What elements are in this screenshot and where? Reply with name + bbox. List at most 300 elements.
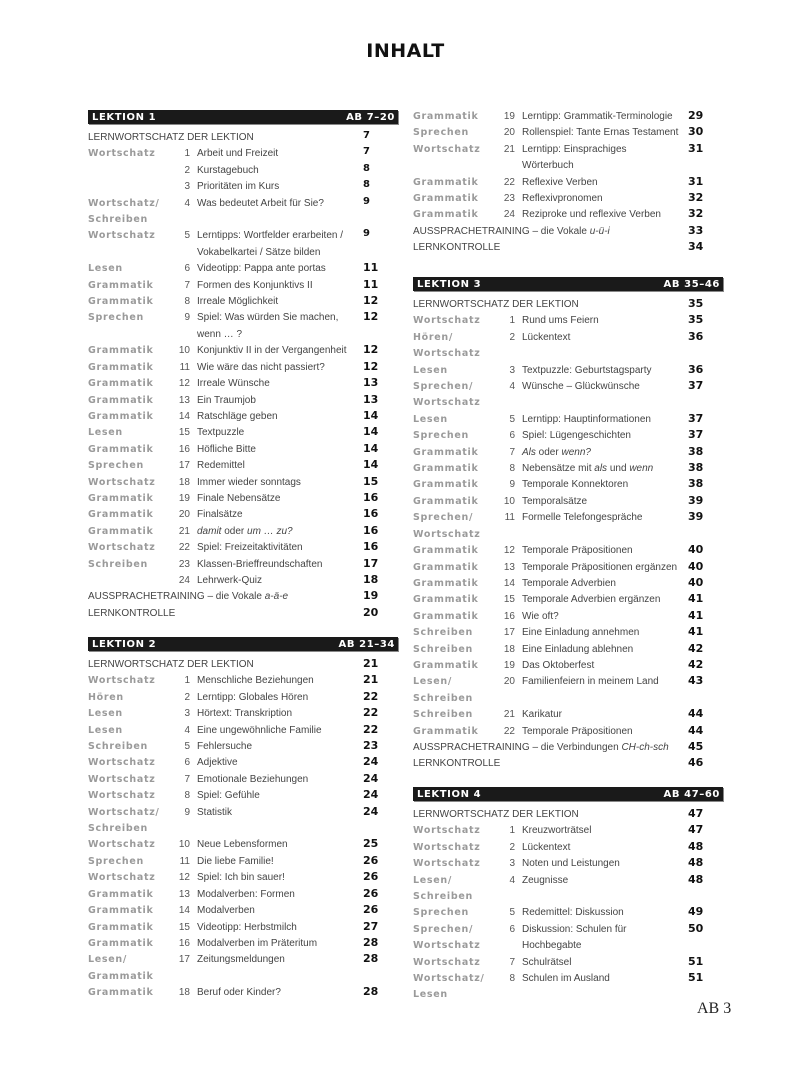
toc-entry[interactable] [413,560,723,576]
skill-category: Schreiben [413,627,473,639]
toc-entry[interactable] [413,756,723,772]
entry-title: Zeitungsmeldungen [197,954,285,966]
lektion-label: LEKTION 2 [92,638,157,650]
exercise-number: 19 [503,659,515,671]
skill-category: Wortschatz [88,872,156,884]
page-number-ref: 31 [688,174,704,188]
exercise-number: 18 [178,987,190,999]
page-number-ref: 16 [363,507,379,521]
exercise-number: 5 [184,741,190,753]
entry-title: Reflexivpronomen [522,193,603,205]
page-number-ref: 16 [363,523,379,537]
toc-entry[interactable] [413,207,723,223]
page-number-ref: 14 [363,425,379,439]
entry-title: Lerntipps: Wortfelder erarbeiten / Vokabelkartei / Sätze bilden [197,230,344,258]
toc-entry[interactable] [88,788,398,804]
exercise-number: 10 [178,839,190,851]
skill-category: Wortschatz [88,542,156,554]
toc-entry[interactable] [88,854,398,870]
entry-title: Das Oktoberfest [522,659,595,671]
exercise-number: 11 [504,512,515,524]
entry-title: Spiel: Ich bin sauer! [197,872,285,884]
exercise-number: 10 [178,345,190,357]
page-number-ref: 13 [363,392,379,406]
entry-title: Höfliche Bitte [197,443,256,455]
page-number-ref: 41 [688,592,704,606]
exercise-number: 8 [184,296,190,308]
toc-entry[interactable] [88,409,398,425]
exercise-number: 16 [178,937,190,949]
toc-entry[interactable] [413,363,723,379]
toc-entry[interactable] [88,146,398,162]
toc-entry[interactable] [413,445,723,461]
toc-entry[interactable] [413,674,723,707]
page-number-ref: 26 [363,886,379,900]
entry-title: Familienfeiern in meinem Land [522,676,659,688]
entry-title: Schulrätsel [522,956,572,968]
skill-category: Grammatik [88,345,154,357]
exercise-number: 15 [503,594,515,606]
page-number-ref: 11 [363,261,379,275]
skill-category: Grammatik [413,111,479,122]
skill-category: Grammatik [88,378,154,390]
toc-entry[interactable] [413,856,723,872]
exercise-number: 2 [184,691,190,703]
entry-title: Rollenspiel: Tante Ernas Testament [522,127,679,139]
entry-title: Eine ungewöhnliche Familie [197,724,322,736]
toc-entry[interactable] [413,175,723,191]
exercise-number: 15 [178,427,190,439]
entry-title: Finalsätze [197,509,243,521]
lektion-header [413,787,723,801]
skill-category: Grammatik [88,987,154,999]
skill-category: Grammatik [413,193,479,205]
toc-entry[interactable] [413,642,723,658]
toc-entry[interactable] [413,905,723,921]
toc-entry[interactable] [413,510,723,543]
skill-category: Wortschatz [88,839,156,851]
toc-entry[interactable] [413,224,723,240]
exercise-number: 11 [179,855,190,867]
exercise-number: 17 [178,460,190,472]
exercise-number: 4 [509,381,515,393]
title-segment: a-ä-e [264,591,289,603]
skill-category: Sprechen [88,855,144,867]
page-number-ref: 40 [688,575,704,589]
toc-entry[interactable] [88,343,398,359]
exercise-number: 1 [509,825,515,837]
exercise-number: 21 [178,525,190,537]
page-title: INHALT [366,40,445,62]
exercise-number: 13 [503,561,515,573]
exercise-number: 7 [509,956,515,968]
entry-title: Lerntipp: Grammatik-Terminologie [522,111,673,122]
page-number-ref: 40 [688,559,704,573]
page-number-ref: 14 [363,441,379,455]
entry-title: LERNWORTSCHATZ DER LEKTION [413,809,579,820]
toc-entry[interactable] [413,543,723,559]
entry-title: Spiel: Freizeitaktivitäten [197,542,303,554]
toc-entry[interactable] [88,261,398,277]
lektion-label: LEKTION 1 [92,111,157,123]
entry-title: Temporale Präpositionen [522,725,633,737]
toc-entry[interactable] [88,376,398,392]
entry-title: Immer wieder sonntags [197,476,301,488]
toc-entry[interactable] [88,425,398,441]
page-number-ref: 12 [363,343,379,357]
toc-entry[interactable] [88,310,398,343]
toc-entry[interactable] [413,707,723,723]
toc-entry[interactable] [413,823,723,839]
skill-category: Grammatik [88,888,154,900]
entry-title: Temporalsätze [522,495,588,507]
entry-title [515,445,680,461]
entry-title: Redemittel [197,460,245,472]
skill-category: Grammatik [413,659,479,671]
entry-title: Textpuzzle [197,427,245,439]
skill-category: Hören/ Wortschatz [413,331,481,360]
exercise-number: 7 [184,773,190,785]
toc-entry[interactable] [88,573,398,589]
page-number-ref: 18 [363,572,379,586]
entry-title: Textpuzzle: Geburtstagsparty [522,364,652,376]
exercise-number: 12 [178,378,190,390]
toc-entry[interactable] [413,297,723,313]
entry-title: Temporale Adverbien [522,577,616,589]
toc-entry[interactable] [88,524,398,540]
title-segment: damit [197,525,222,537]
entry-title: Irreale Wünsche [197,378,270,390]
page-number-ref: 30 [688,125,704,139]
page-number-ref: 7 [363,130,370,141]
toc-entry[interactable] [88,606,398,622]
entry-title: Karikatur [522,709,563,721]
title-segment: oder [535,446,562,458]
skill-category: Schreiben [413,643,473,655]
entry-title: Lehrwerk-Quiz [197,574,263,586]
toc-entry[interactable] [88,739,398,755]
exercise-number: 2 [509,331,515,343]
toc-entry[interactable] [413,477,723,493]
page-number-ref: 28 [363,985,379,999]
entry-title: Modalverben: Formen [197,888,295,900]
entry-title: Arbeit und Freizeit [197,148,279,160]
entry-title: Temporale Präpositionen ergänzen [522,561,678,573]
exercise-number: 23 [178,558,190,570]
toc-entry[interactable] [413,494,723,510]
toc-entry[interactable] [88,837,398,853]
exercise-number: 4 [184,724,190,736]
exercise-number: 19 [178,492,190,504]
entry-title: Formen des Konjunktivs II [197,279,313,291]
entry-title [515,461,680,477]
toc-entry[interactable] [413,379,723,412]
skill-category: Lesen [413,364,448,376]
toc-entry[interactable] [88,163,398,179]
title-segment: und [607,463,630,475]
toc-entry[interactable] [413,955,723,971]
toc-entry[interactable] [413,592,723,608]
page-number-ref: 44 [688,707,704,721]
page-number-ref: 22 [363,689,379,703]
exercise-number: 14 [178,410,190,422]
exercise-number: 7 [184,279,190,291]
skill-category: Grammatik [88,410,154,422]
entry-title: Adjektive [197,757,238,769]
toc-entry[interactable] [413,125,723,141]
title-segment: wenn? [561,446,591,458]
page-number-ref: 43 [688,674,704,688]
skill-category: Schreiben [88,558,148,570]
entry-title: Temporale Adverbien ergänzen [522,594,661,606]
entry-title: Ein Traumjob [197,394,256,406]
skill-category: Schreiben [88,741,148,753]
toc-entry[interactable] [88,723,398,739]
page-number-ref: 24 [363,788,379,802]
lektion-1-section [88,110,398,622]
skill-category: Wortschatz [88,230,156,242]
toc-entry[interactable] [88,755,398,771]
toc-entry[interactable] [88,936,398,952]
exercise-number: 11 [179,361,190,373]
page-number-ref: 20 [363,605,379,619]
page-number-ref: 34 [688,240,704,254]
page-number-ref: 9 [363,195,370,207]
page-number-ref: 12 [363,310,379,324]
skill-category: Grammatik [413,463,479,475]
toc-entry[interactable] [88,278,398,294]
entry-title: Modalverben im Präteritum [197,937,318,949]
entry-title: Noten und Leistungen [522,858,620,870]
toc-entry[interactable] [413,428,723,444]
exercise-number: 9 [184,806,190,818]
toc-entry[interactable] [413,240,723,256]
exercise-number: 17 [178,954,190,966]
exercise-number: 3 [509,364,515,376]
exercise-number: 1 [184,148,190,160]
toc-entry[interactable] [413,330,723,363]
page-number-ref: 48 [688,872,704,886]
toc-entry[interactable] [413,971,723,1004]
exercise-number: 4 [184,197,190,209]
skill-category: Lesen [88,708,123,720]
skill-category: Lesen [88,427,123,439]
page-number-ref: 23 [363,739,379,753]
toc-entry[interactable] [88,706,398,722]
toc-entry[interactable] [413,109,723,125]
entry-title: Fehlersuche [197,741,253,753]
entry-title: LERNWORTSCHATZ DER LEKTION [88,659,254,670]
toc-entry[interactable] [88,870,398,886]
exercise-number: 23 [503,193,515,205]
page-number-ref: 29 [688,109,704,122]
skill-category: Grammatik [88,361,154,373]
toc-entry[interactable] [88,772,398,788]
skill-category: Wortschatz [413,841,481,853]
exercise-number: 15 [178,921,190,933]
title-segment: als [594,463,608,475]
skill-category: Wortschatz [413,825,481,837]
title-segment: wenn [629,463,654,475]
exercise-number: 2 [509,841,515,853]
skill-category: Grammatik [88,509,154,521]
toc-entry[interactable] [88,920,398,936]
toc-entry[interactable] [88,196,398,229]
page-number-ref: 14 [363,458,379,472]
lektion-2-section [88,637,398,1002]
toc-entry[interactable] [413,576,723,592]
lektion-3-section [413,277,723,773]
toc-entry[interactable] [413,740,723,756]
toc-entry[interactable] [413,724,723,740]
toc-entry[interactable] [413,873,723,906]
exercise-number: 3 [509,858,515,870]
entry-title: Irreale Möglichkeit [197,296,279,308]
lektion-4-section [413,787,723,1004]
page-number-ref: 47 [688,823,704,837]
toc-entry[interactable] [413,609,723,625]
entry-title: Lerntipp: Globales Hören [197,691,309,703]
exercise-number: 17 [503,627,515,639]
toc-entry[interactable] [88,393,398,409]
toc-entry[interactable] [88,903,398,919]
page-number-ref: 41 [688,608,704,622]
entry-title: Emotionale Beziehungen [197,773,309,785]
exercise-number: 14 [178,905,190,917]
exercise-number: 13 [178,394,190,406]
page-number-ref: 49 [688,905,704,919]
toc-entry[interactable] [88,475,398,491]
entry-title: Eine Einladung ablehnen [522,643,634,655]
toc-entry[interactable] [88,294,398,310]
page-number-ref: 50 [688,921,704,935]
exercise-number: 2 [184,164,190,176]
toc-entry[interactable] [88,130,398,146]
skill-category: Wortschatz [88,476,156,488]
toc-entry[interactable] [88,805,398,838]
skill-category: Wortschatz [413,956,481,968]
toc-entry[interactable] [413,412,723,428]
toc-entry[interactable] [88,952,398,985]
entry-title: Wie wäre das nicht passiert? [197,361,325,373]
exercise-number: 22 [178,542,190,554]
skill-category: Wortschatz [88,148,156,160]
toc-entry[interactable] [88,690,398,706]
page-number-ref: 22 [363,722,379,736]
entry-title: Prioritäten im Kurs [197,181,280,193]
toc-entry[interactable] [88,228,398,261]
entry-title: LERNWORTSCHATZ DER LEKTION [88,132,254,143]
entry-title: Klassen-Brieffreundschaften [197,558,323,570]
skill-category: Grammatik [413,561,479,573]
lektion-label: LEKTION 3 [417,278,482,290]
entry-title: Eine Einladung annehmen [522,627,640,639]
exercise-number: 8 [509,973,515,985]
toc-entry[interactable] [88,179,398,195]
page-number-ref: 15 [363,474,379,488]
toc-entry[interactable] [88,491,398,507]
skill-category: Grammatik [88,525,154,537]
skill-category: Grammatik [88,937,154,949]
entry-title: Redemittel: Diskussion [522,907,624,919]
page-number-ref: 37 [688,379,704,393]
toc-entry[interactable] [413,313,723,329]
toc-entry[interactable] [413,658,723,674]
skill-category: Grammatik [88,905,154,917]
toc-entry[interactable] [88,458,398,474]
toc-entry[interactable] [413,807,723,823]
page-number-ref: 51 [688,971,704,985]
exercise-number: 6 [509,923,515,935]
page-number-ref: 33 [688,223,704,237]
page-number-ref: 39 [688,510,704,524]
skill-category: Grammatik [413,495,479,507]
page-number-ref: 7 [363,146,370,158]
toc-entry[interactable] [88,673,398,689]
title-segment: AUSSPRACHETRAINING – die Verbindungen [413,741,622,753]
toc-entry[interactable] [413,142,723,175]
skill-category: Wortschatz/ Schreiben [88,197,160,226]
toc-entry[interactable] [88,589,398,605]
skill-category: Grammatik [88,443,154,455]
exercise-number: 19 [503,111,515,122]
page-range: AB 7–20 [346,111,395,123]
skill-category: Grammatik [88,394,154,406]
skill-category: Sprechen [413,907,469,919]
skill-category: Lesen [88,724,123,736]
toc-entry[interactable] [88,507,398,523]
entry-title: Spiel: Lügengeschichten [522,430,631,442]
exercise-number: 7 [509,446,515,458]
page-number-ref: 26 [363,870,379,884]
toc-entry[interactable] [88,540,398,556]
page-number-ref: 48 [688,839,704,853]
toc-entry[interactable] [413,840,723,856]
toc-entry[interactable] [88,657,398,673]
toc-entry[interactable] [88,360,398,376]
page-number-ref: 32 [688,191,704,205]
title-segment: AUSSPRACHETRAINING – die Vokale [413,225,590,237]
lektion-label: LEKTION 4 [417,788,482,800]
page-number-ref: 35 [688,313,704,327]
skill-category: Lesen/ Schreiben [413,676,473,704]
skill-category: Wortschatz/ Schreiben [88,806,160,835]
page-number-ref: 24 [363,771,379,785]
skill-category: Grammatik [413,610,479,622]
toc-entry[interactable] [88,887,398,903]
toc-entry[interactable] [88,985,398,1001]
exercise-number: 3 [184,708,190,720]
toc-entry[interactable] [413,922,723,955]
page-number-ref: 22 [363,706,379,720]
toc-entry[interactable] [413,461,723,477]
skill-category: Grammatik [413,479,479,491]
page-number-ref: 41 [688,625,704,639]
entry-title: Spiel: Was würden Sie machen, wenn … ? [197,312,339,340]
skill-category: Grammatik [413,725,479,737]
toc-entry[interactable] [88,557,398,573]
toc-entry[interactable] [413,625,723,641]
toc-entry[interactable] [88,442,398,458]
page-number-ref: 13 [363,376,379,390]
page-number-ref: 36 [688,329,704,343]
skill-category: Sprechen [413,127,469,139]
exercise-number: 10 [503,495,515,507]
toc-entry[interactable] [413,191,723,207]
page-number-ref: 47 [688,807,704,820]
page-number-ref: 11 [363,277,379,291]
entry-title: Wie oft? [522,610,559,622]
